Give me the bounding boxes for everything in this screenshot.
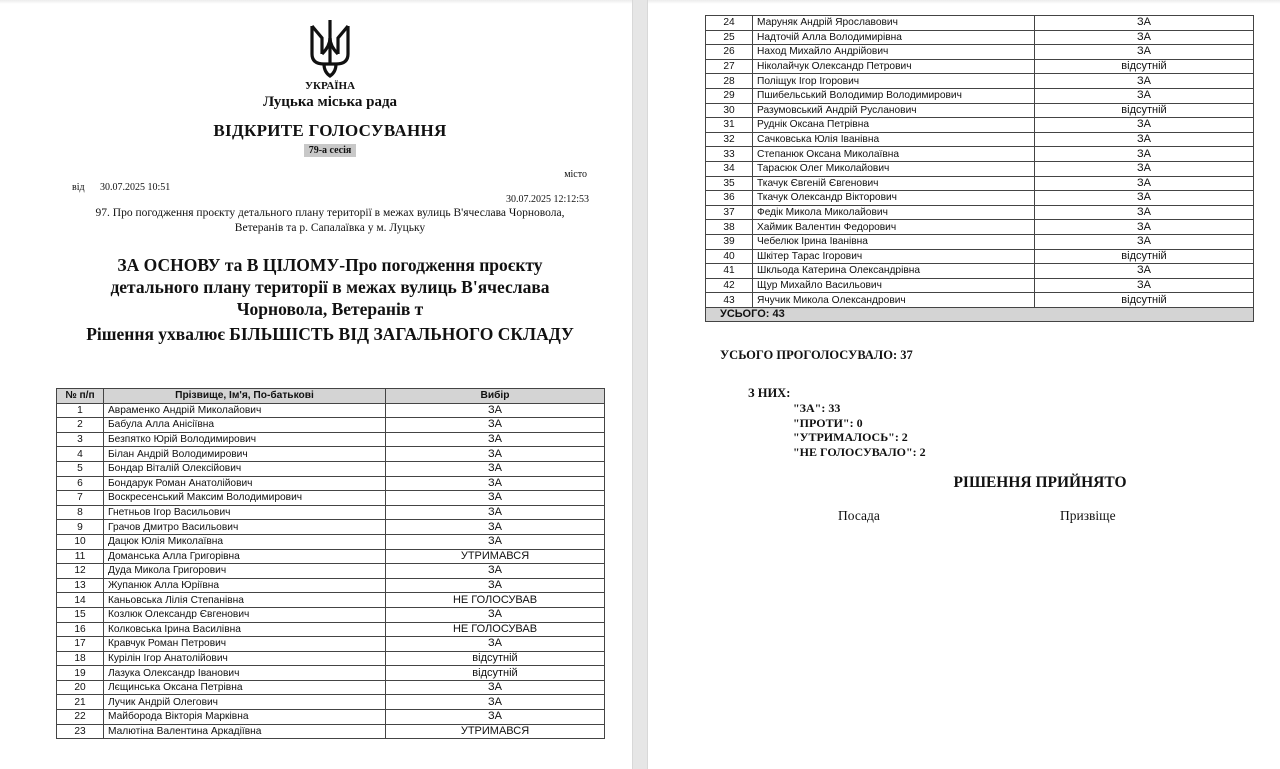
row-number: 35 [706,176,753,191]
table-row [706,293,1254,308]
row-number: 12 [57,564,104,579]
deputy-name: Жупанюк Алла Юріївна [104,578,386,593]
vote-choice: ЗА [1035,220,1254,235]
row-number: 36 [706,191,753,206]
deputy-name: Малютіна Валентина Аркадіївна [104,724,386,739]
vote-choice: ЗА [386,637,605,652]
vote-choice: ЗА [1035,234,1254,249]
vote-choice: ЗА [1035,205,1254,220]
table-row [706,205,1254,220]
table-row [57,564,605,579]
row-number: 2 [57,418,104,433]
count-for: "ЗА": 33 [793,401,841,415]
deputy-name: Бабула Алла Анісіївна [104,418,386,433]
deputy-name: Разумовський Андрій Русланович [753,103,1035,118]
page-edge [0,0,632,4]
table-row [57,666,605,681]
table-row [57,418,605,433]
deputy-name: Маруняк Андрій Ярославович [753,16,1035,31]
deputy-name: Доманська Алла Григорівна [104,549,386,564]
row-number: 4 [57,447,104,462]
session-date: 30.07.2025 10:51 [100,182,171,193]
country-label: УКРАЇНА [304,80,356,92]
table-header-row [57,389,605,404]
vote-choice: ЗА [1035,132,1254,147]
row-number: 3 [57,432,104,447]
vote-choice: ЗА [386,505,605,520]
of-them-label: З НИХ: [748,386,791,400]
table-row [57,549,605,564]
signature-position: Посада [838,508,880,523]
row-number: 31 [706,118,753,133]
count-not-voted: "НЕ ГОЛОСУВАЛО": 2 [793,445,926,459]
row-number: 26 [706,45,753,60]
deputy-name: Ткачук Євгеній Євгенович [753,176,1035,191]
deputy-name: Воскресенський Максим Володимирович [104,491,386,506]
row-number: 28 [706,74,753,89]
vote-choice: УТРИМАВСЯ [386,549,605,564]
deputy-name: Хаймик Валентин Федорович [753,220,1035,235]
vote-choice: ЗА [1035,176,1254,191]
row-number: 43 [706,293,753,308]
deputy-name: Безпятко Юрій Володимирович [104,432,386,447]
table-row [57,578,605,593]
agenda-item: 97. Про погодження проєкту детального плану території в межах вулиць В'ячеслава Чорновола, Ветеранів та р. Сапалаївка у м. Луцьку [95,207,565,234]
deputy-name: Пшибельський Володимир Володимирович [753,88,1035,103]
vote-choice: ЗА [1035,161,1254,176]
vote-choice: відсутній [1035,293,1254,308]
total-voted: УСЬОГО ПРОГОЛОСУВАЛО: 37 [720,348,913,362]
row-number: 13 [57,578,104,593]
table-row [57,637,605,652]
table-row [706,132,1254,147]
row-number: 20 [57,680,104,695]
row-number: 32 [706,132,753,147]
row-number: 1 [57,403,104,418]
vote-choice: ЗА [386,680,605,695]
vote-choice: ЗА [1035,118,1254,133]
deputy-name: Надточій Алла Володимирівна [753,30,1035,45]
deputy-name: Федік Микола Миколайович [753,205,1035,220]
vote-choice: ЗА [386,564,605,579]
deputy-name: Шкльода Катерина Олександрівна [753,264,1035,279]
vote-choice: ЗА [1035,264,1254,279]
table-row [57,447,605,462]
vote-choice: ЗА [386,432,605,447]
decision-result: РІШЕННЯ ПРИЙНЯТО [953,474,1127,491]
trident-emblem-icon [308,18,352,78]
table-row [706,103,1254,118]
vote-choice: ЗА [1035,30,1254,45]
deputy-name: Лучик Андрій Олегович [104,695,386,710]
row-number: 16 [57,622,104,637]
row-number: 27 [706,59,753,74]
table-row [706,161,1254,176]
signature-name: Призвіще [1060,508,1116,523]
row-number: 15 [57,607,104,622]
table-row [706,88,1254,103]
row-number: 40 [706,249,753,264]
row-number: 29 [706,88,753,103]
deputy-name: Козлюк Олександр Євгенович [104,607,386,622]
row-number: 37 [706,205,753,220]
deputy-name: Гнетньов Ігор Васильович [104,505,386,520]
deputy-name: Сачковська Юлія Іванівна [753,132,1035,147]
column-header-choice: Вибір [386,389,605,404]
row-number: 19 [57,666,104,681]
deputy-name: Ячучик Микола Олександрович [753,293,1035,308]
deputy-name: Курілін Ігор Анатолійович [104,651,386,666]
vote-choice: ЗА [1035,45,1254,60]
row-number: 38 [706,220,753,235]
row-number: 39 [706,234,753,249]
deputy-name: Чебелюк Ірина Іванівна [753,234,1035,249]
row-number: 30 [706,103,753,118]
row-number: 8 [57,505,104,520]
table-row [57,607,605,622]
table-row [706,74,1254,89]
council-name: Луцька міська рада [262,94,398,110]
vote-choice: ЗА [386,418,605,433]
vote-choice: відсутній [1035,249,1254,264]
table-row [57,724,605,739]
table-row [706,264,1254,279]
vote-choice: ЗА [386,491,605,506]
deputy-name: Тарасюк Олег Миколайович [753,161,1035,176]
session-badge: 79-а сесія [304,144,357,157]
deputy-name: Майборода Вікторія Марківна [104,710,386,725]
deputy-name: Наход Михайло Андрійович [753,45,1035,60]
table-total-row [706,307,1254,322]
vote-choice: ЗА [386,520,605,535]
row-number: 10 [57,534,104,549]
session-row [0,140,632,158]
vote-choice: ЗА [386,695,605,710]
deputy-name: Дуда Микола Григорович [104,564,386,579]
row-number: 41 [706,264,753,279]
table-row [57,461,605,476]
deputy-name: Каньовська Лілія Степанівна [104,593,386,608]
vote-choice: ЗА [386,607,605,622]
table-row [706,45,1254,60]
document-page-1 [0,0,632,769]
document-page-2 [648,0,1280,769]
vote-choice: ЗА [1035,147,1254,162]
table-row [57,695,605,710]
vote-choice: ЗА [1035,191,1254,206]
deputy-name: Бондарук Роман Анатолійович [104,476,386,491]
vote-choice: НЕ ГОЛОСУВАВ [386,593,605,608]
deputy-name: Бондар Віталій Олексійович [104,461,386,476]
row-number: 42 [706,278,753,293]
vote-choice: ЗА [386,710,605,725]
vote-choice: ЗА [1035,278,1254,293]
deputy-name: Шкітер Тарас Ігорович [753,249,1035,264]
row-number: 22 [57,710,104,725]
page-edge [648,0,1280,4]
vote-choice: відсутній [1035,103,1254,118]
column-header-number: № п/п [57,389,104,404]
table-row [57,710,605,725]
vote-choice: ЗА [386,447,605,462]
table-row [57,491,605,506]
deputy-name: Руднік Оксана Петрівна [753,118,1035,133]
page-divider [632,0,648,769]
row-number: 34 [706,161,753,176]
deputy-name: Авраменко Андрій Миколайович [104,403,386,418]
resolution-title: ЗА ОСНОВУ та В ЦІЛОМУ-Про погодження проєкту детального плану території в межах вулиць В'ячеслава Чорновола, Ветеранів т [110,255,550,319]
table-row [706,147,1254,162]
majority-rule: Рішення ухвалює БІЛЬШІСТЬ ВІД ЗАГАЛЬНОГО СКЛАДУ [86,324,574,344]
deputy-name: Ткачук Олександр Вікторович [753,191,1035,206]
vote-choice: ЗА [1035,74,1254,89]
table-row [706,176,1254,191]
table-row [706,191,1254,206]
row-number: 33 [706,147,753,162]
count-against: "ПРОТИ": 0 [793,416,863,430]
vote-choice: відсутній [1035,59,1254,74]
deputy-name: Грачов Дмитро Васильович [104,520,386,535]
votes-table-part-1 [56,388,605,739]
vote-choice: ЗА [1035,88,1254,103]
table-row [706,118,1254,133]
row-number: 6 [57,476,104,491]
table-row [57,520,605,535]
table-row [57,505,605,520]
row-number: 21 [57,695,104,710]
vote-choice: ЗА [386,534,605,549]
vote-choice: ЗА [386,578,605,593]
deputy-name: Поліщук Ігор Ігорович [753,74,1035,89]
vote-choice: відсутній [386,666,605,681]
vote-choice: ЗА [1035,16,1254,31]
city-label: місто [564,169,587,180]
table-row [706,249,1254,264]
vote-choice: ЗА [386,476,605,491]
row-number: 17 [57,637,104,652]
deputy-name: Лазука Олександр Іванович [104,666,386,681]
vote-choice: відсутній [386,651,605,666]
vote-choice: НЕ ГОЛОСУВАВ [386,622,605,637]
table-row [57,651,605,666]
row-number: 24 [706,16,753,31]
deputy-name: Лєщинська Оксана Петрівна [104,680,386,695]
count-abstained: "УТРИМАЛОСЬ": 2 [793,430,908,444]
votes-table-part-2 [705,15,1254,322]
table-row [706,220,1254,235]
deputy-name: Кравчук Роман Петрович [104,637,386,652]
table-row [706,278,1254,293]
row-number: 23 [57,724,104,739]
table-row [57,476,605,491]
deputy-name: Колковська Ірина Василівна [104,622,386,637]
row-number: 9 [57,520,104,535]
column-header-name: Прізвище, Ім'я, По-батькові [104,389,386,404]
vote-choice: ЗА [386,461,605,476]
table-row [57,680,605,695]
table-row [57,432,605,447]
row-number: 14 [57,593,104,608]
row-number: 11 [57,549,104,564]
table-row [57,403,605,418]
row-number: 18 [57,651,104,666]
deputy-name: Ніколайчук Олександр Петрович [753,59,1035,74]
row-number: 7 [57,491,104,506]
vote-timestamp: 30.07.2025 12:12:53 [505,194,589,205]
deputy-name: Дацюк Юлія Миколаївна [104,534,386,549]
table-row [57,622,605,637]
table-row [57,534,605,549]
row-number: 25 [706,30,753,45]
table-row [706,234,1254,249]
row-number: 5 [57,461,104,476]
deputy-name: Білан Андрій Володимирович [104,447,386,462]
table-row [706,30,1254,45]
vote-choice: ЗА [386,403,605,418]
deputy-name: Щур Михайло Васильович [753,278,1035,293]
vote-choice: УТРИМАВСЯ [386,724,605,739]
page-title: ВІДКРИТЕ ГОЛОСУВАННЯ [213,121,447,140]
table-row [57,593,605,608]
from-label: від [72,182,85,193]
table-total: УСЬОГО: 43 [706,307,1254,322]
table-row [706,16,1254,31]
table-row [706,59,1254,74]
deputy-name: Степанюк Оксана Миколаївна [753,147,1035,162]
